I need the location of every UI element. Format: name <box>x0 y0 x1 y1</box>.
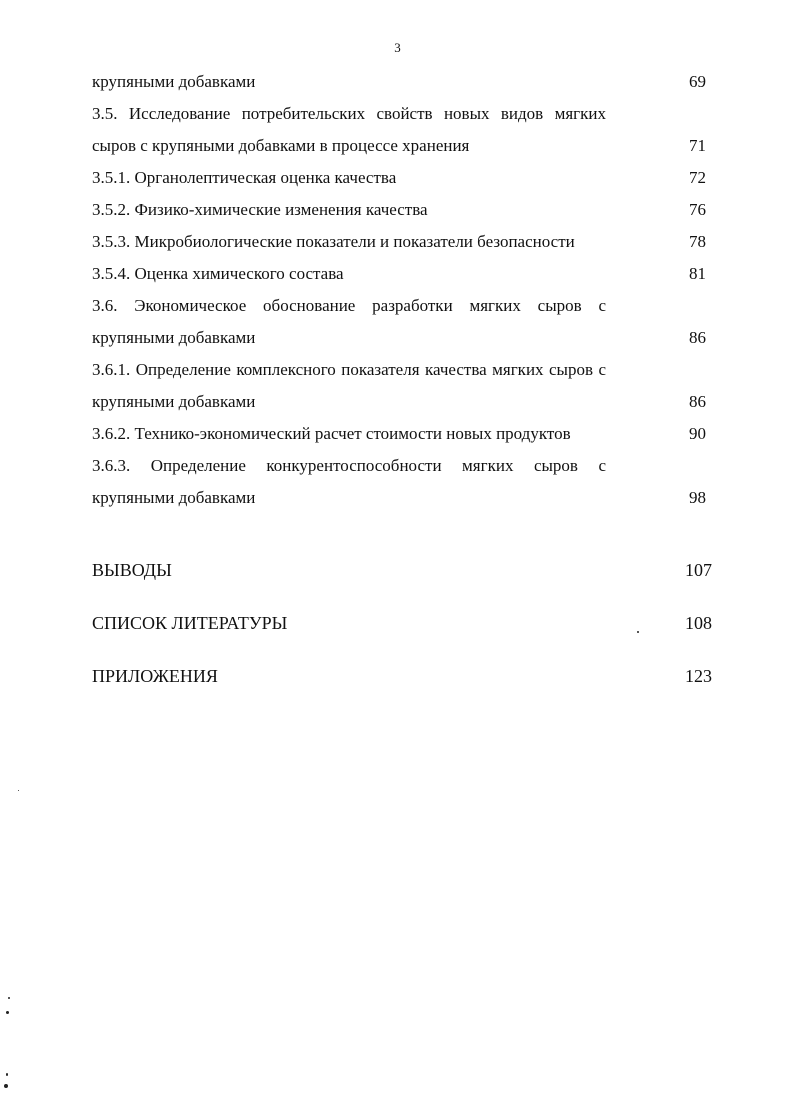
toc-entry-title-line-1: 3.5. Исследование потребительских свойств новых видов мягких <box>92 104 606 123</box>
toc-section-page: 108 <box>685 613 712 633</box>
toc-entry-title-line-2: сыров с крупяными добавками в процессе хранения <box>92 136 470 155</box>
toc-entry-page: 86 <box>689 392 706 411</box>
toc-entry <box>92 162 712 194</box>
toc-entry-title-line-1: 3.6.3. Определение конкурентоспособности мягких сыров с <box>92 456 606 475</box>
toc-entry-title: 3.5.2. Физико-химические изменения качества <box>92 200 428 219</box>
toc-entry-page: 72 <box>689 168 706 187</box>
toc-entry-title: крупяными добавками <box>92 72 256 91</box>
scan-speck <box>637 631 639 633</box>
scan-speck <box>6 1011 9 1014</box>
toc-section-page: 123 <box>685 666 712 686</box>
toc-entry <box>92 290 712 354</box>
toc-entry <box>92 226 712 258</box>
scan-speck <box>4 1084 8 1088</box>
toc-entry-page: 78 <box>689 232 706 251</box>
toc-entry-page: 76 <box>689 200 706 219</box>
toc-entry-title-line-2: крупяными добавками <box>92 392 256 411</box>
table-of-contents <box>92 66 712 692</box>
toc-entry-page: 86 <box>689 328 706 347</box>
toc-entry-page: 90 <box>689 424 706 443</box>
toc-entry-title <box>92 290 656 354</box>
toc-entry-page: 81 <box>689 264 706 283</box>
toc-entry-title: 3.6.2. Технико-экономический расчет стоимости новых продуктов <box>92 424 571 443</box>
scan-speck <box>6 1073 8 1076</box>
toc-entry-title <box>92 450 656 514</box>
toc-entry-title <box>92 98 656 162</box>
page-number: 3 <box>394 40 401 55</box>
toc-section <box>92 660 712 692</box>
toc-entry-page: 69 <box>689 72 706 91</box>
toc-entry-title-line-1: 3.6. Экономическое обоснование разработки мягких сыров с <box>92 296 606 315</box>
toc-entry-title: 3.5.3. Микробиологические показатели и показатели безопасности <box>92 232 575 251</box>
scan-speck <box>8 997 10 999</box>
toc-entry-title-line-1: 3.6.1. Определение комплексного показателя качества мягких сыров с <box>92 360 606 379</box>
toc-entry <box>92 66 712 98</box>
toc-entry-title: 3.5.1. Органолептическая оценка качества <box>92 168 397 187</box>
toc-entry-title <box>92 354 656 418</box>
toc-section-title: СПИСОК ЛИТЕРАТУРЫ <box>92 613 288 633</box>
toc-entry <box>92 258 712 290</box>
toc-entry-page: 98 <box>689 488 706 507</box>
toc-entry-page: 71 <box>689 136 706 155</box>
toc-entry <box>92 98 712 162</box>
toc-entry-title-line-2: крупяными добавками <box>92 328 256 347</box>
toc-section <box>92 554 712 586</box>
toc-entry <box>92 450 712 514</box>
toc-entry <box>92 354 712 418</box>
toc-section-title: ВЫВОДЫ <box>92 560 172 580</box>
toc-entry-title-line-2: крупяными добавками <box>92 488 256 507</box>
toc-entry <box>92 418 712 450</box>
toc-section-title: ПРИЛОЖЕНИЯ <box>92 666 218 686</box>
toc-entry <box>92 194 712 226</box>
scan-speck <box>18 790 19 791</box>
toc-section <box>92 607 712 639</box>
toc-section-page: 107 <box>685 560 712 580</box>
toc-entry-title: 3.5.4. Оценка химического состава <box>92 264 344 283</box>
